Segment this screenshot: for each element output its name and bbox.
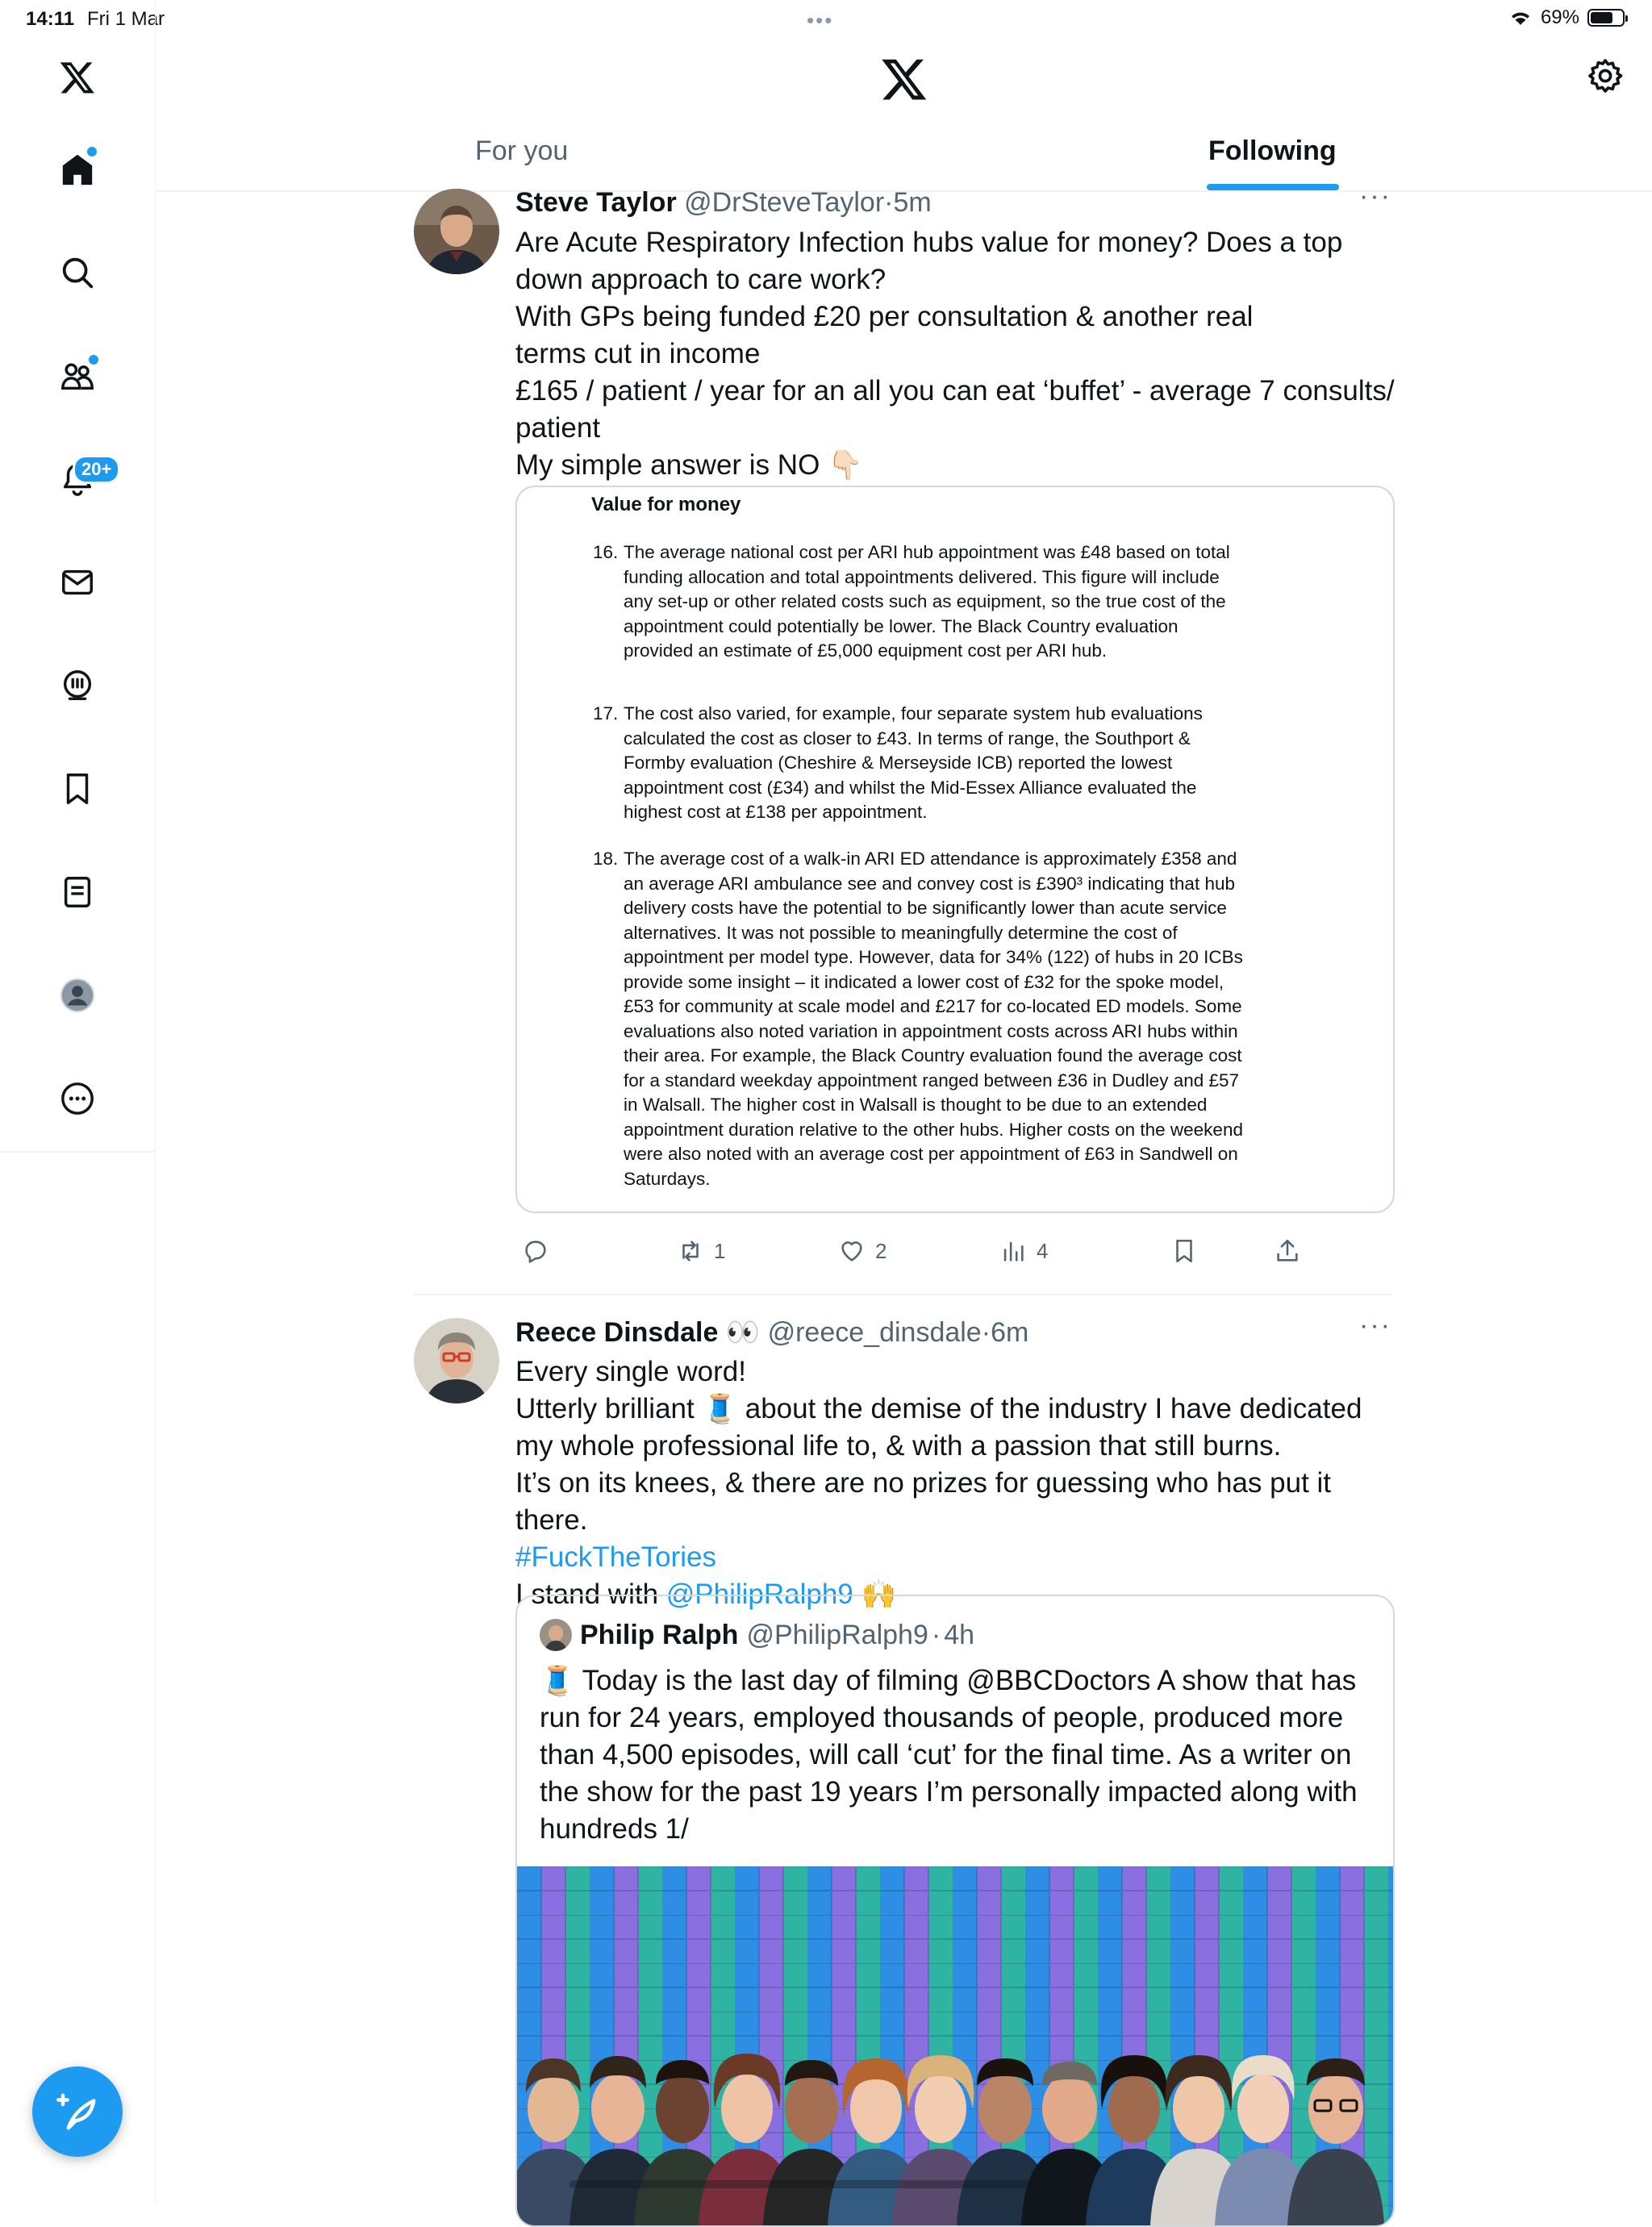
doc-line: appointment duration relative to the other hubs. Higher costs on the weekend — [624, 1119, 1243, 1140]
quoted-media-image[interactable] — [517, 1866, 1393, 2225]
mention-link[interactable]: @PhilipRalph9 — [665, 1579, 853, 1610]
quoted-text-line: 🧵 Today is the last day of filming @BBCDoctors A show that has — [540, 1665, 1357, 1696]
doc-line: Formby evaluation (Cheshire & Merseyside ICB) reported the lowest — [624, 753, 1173, 773]
stand-prefix: I stand with — [515, 1579, 666, 1610]
share-icon — [1274, 1237, 1301, 1265]
more-circle-icon — [59, 1080, 96, 1117]
tweet-text — [515, 224, 1395, 484]
quoted-author-handle[interactable]: @PhilipRalph9 — [746, 1619, 928, 1650]
notifications-badge: 20+ — [73, 455, 120, 484]
battery-percent: 69% — [1540, 6, 1579, 28]
doc-line: provided an estimate of £5,000 equipment cost per ARI hub. — [624, 640, 1108, 661]
view-count: 4 — [1037, 1238, 1049, 1263]
sidebar-item-spaces[interactable] — [42, 650, 113, 721]
doc-line: appointment per model type. However, data for 34% (122) of hubs in 20 ICBs — [624, 947, 1243, 967]
hashtag-link[interactable]: #FuckTheTories — [515, 1541, 716, 1573]
bookmark-icon — [1170, 1237, 1198, 1265]
tweet-text-line: my whole professional life to, & with a passion that still burns. — [515, 1430, 1282, 1462]
timeline-header — [156, 0, 1652, 192]
meta-separator: · — [931, 1619, 941, 1650]
tweet-text-line: It’s on its knees, & there are no prizes for guessing who has put it there. — [515, 1467, 1332, 1536]
tweet-text-line: With GPs being funded £20 per consultation & another real — [515, 301, 1254, 332]
quoted-text-line: run for 24 years, employed thousands of people, produced more — [540, 1702, 1344, 1733]
tweet-header — [515, 1316, 1028, 1349]
more-options-icon[interactable]: ··· — [1359, 1310, 1391, 1341]
status-time: 14:11 — [26, 8, 75, 30]
repost-button[interactable] — [677, 1237, 725, 1265]
doc-line: for a standard weekday appointment ranged between £36 in Dudley and £57 — [624, 1070, 1240, 1091]
status-date: Fri 1 Mar — [87, 8, 165, 30]
quoted-text-line: than 4,500 episodes, will call ‘cut’ for the final time. As a writer on — [540, 1739, 1352, 1770]
doc-line: Saturdays. — [624, 1168, 711, 1189]
multitasking-dots-icon[interactable]: ••• — [807, 8, 834, 32]
bookmark-icon — [59, 770, 96, 807]
home-unread-dot — [86, 145, 98, 158]
more-options-icon[interactable]: ··· — [1359, 181, 1391, 211]
repost-count: 1 — [714, 1238, 726, 1263]
x-logo-icon[interactable] — [880, 55, 928, 103]
paragraph-number: 17. — [593, 703, 619, 724]
sidebar-item-more[interactable] — [42, 1063, 113, 1134]
tweet-text — [515, 1353, 1395, 1613]
tweet[interactable] — [414, 1310, 1391, 2204]
quoted-tweet-text — [540, 1662, 1379, 1848]
tab-for-you[interactable]: For you — [475, 136, 569, 166]
doc-line: in Walsall. The higher cost in Walsall is thought to be due to an extended — [624, 1095, 1208, 1115]
doc-line: calculated the cost as closer to £43. In terms of range, the Southport & — [624, 728, 1191, 749]
bookmark-button[interactable] — [1170, 1237, 1198, 1265]
doc-line: The average cost of a walk-in ARI ED attendance is approximately £358 and — [624, 849, 1237, 869]
author-name[interactable]: Steve Taylor — [515, 187, 677, 218]
stand-suffix: 🙌 — [853, 1579, 897, 1610]
tweet-text-line: Are Acute Respiratory Infection hubs value for money? Does a top — [515, 227, 1343, 258]
attached-document-image[interactable] — [515, 486, 1395, 1213]
views-button[interactable] — [999, 1237, 1048, 1265]
tweet-text-line: Utterly brilliant 🧵 about the demise of the industry I have dedicated — [515, 1393, 1362, 1424]
quoted-author-name[interactable]: Philip Ralph — [580, 1619, 739, 1650]
doc-line: highest cost at £138 per appointment. — [624, 802, 928, 822]
paragraph-number: 16. — [593, 542, 619, 562]
document-paragraph — [593, 540, 1333, 664]
reply-icon — [522, 1237, 549, 1265]
author-handle[interactable]: @DrSteveTaylor — [684, 187, 885, 218]
repost-icon — [677, 1237, 704, 1265]
sidebar-item-search[interactable] — [42, 237, 113, 308]
paragraph-number: 18. — [593, 849, 619, 869]
avatar[interactable] — [414, 1318, 499, 1403]
document-paragraph — [593, 847, 1333, 1191]
sidebar-item-messages[interactable] — [42, 547, 113, 618]
share-button[interactable] — [1274, 1237, 1301, 1265]
doc-line: appointment cost (£34) and whilst the Mid-Essex Alliance evaluated the — [624, 777, 1197, 798]
heart-icon — [838, 1237, 866, 1265]
post-time[interactable]: 5m — [893, 187, 932, 218]
sidebar-item-lists[interactable] — [42, 857, 113, 928]
doc-line: an average ARI ambulance see and convey cost is £390³ indicating that hub — [624, 873, 1235, 894]
doc-line: any set-up or other related costs such as equipment, so the true cost of the — [624, 591, 1226, 611]
tab-following[interactable]: Following — [1208, 136, 1337, 166]
sidebar-item-home[interactable] — [42, 134, 113, 205]
doc-line: appointment could potentially be lower. The Black Country evaluation — [624, 615, 1179, 636]
avatar-icon — [59, 977, 96, 1014]
compose-post-button[interactable] — [32, 2066, 123, 2157]
tweet-text-line: terms cut in income — [515, 338, 761, 369]
quoted-text-line: the show for the past 19 years I’m personally impacted along with — [540, 1776, 1358, 1808]
like-button[interactable] — [838, 1237, 886, 1265]
views-chart-icon — [999, 1237, 1027, 1265]
post-time[interactable]: 6m — [991, 1317, 1029, 1348]
author-name[interactable]: Reece Dinsdale 👀 — [515, 1317, 761, 1348]
sidebar-item-notifications[interactable] — [42, 444, 113, 515]
tweet-text-line: Every single word! — [515, 1356, 746, 1387]
document-paragraph — [593, 702, 1333, 825]
tweet-header — [515, 187, 932, 219]
tweet-text-line: My simple answer is NO 👇🏻 — [515, 449, 863, 481]
doc-line: The cost also varied, for example, four separate system hub evaluations — [624, 703, 1203, 724]
quoted-tweet[interactable] — [515, 1595, 1395, 2227]
communities-unread-dot — [87, 353, 100, 366]
home-indicator[interactable] — [569, 2180, 1078, 2188]
quoted-tweet-header — [540, 1619, 974, 1651]
lists-icon — [59, 874, 96, 911]
reply-button[interactable] — [522, 1237, 559, 1265]
doc-line: £53 for community at scale model and £217 for co-located ED models. Some — [624, 996, 1242, 1016]
meta-separator: · — [981, 1317, 991, 1348]
tweet-text-line: £165 / patient / year for an all you can eat ‘buffet’ - average 7 consults/ — [515, 375, 1395, 407]
meta-separator: · — [884, 187, 894, 218]
doc-line: alternatives. It was not possible to meaningfully determine the cost of — [624, 922, 1178, 943]
spaces-icon — [59, 667, 96, 704]
author-handle[interactable]: @reece_dinsdale — [767, 1317, 982, 1348]
sidebar-item-communities[interactable] — [42, 340, 113, 411]
doc-line: funding allocation and total appointments delivered. This figure will include — [624, 566, 1220, 587]
doc-line: evaluations also noted variation in appointment costs across ARI hubs within — [624, 1020, 1238, 1041]
tweet-actions — [515, 1237, 1391, 1278]
tweet-separator — [414, 1294, 1391, 1295]
sidebar-divider — [0, 1151, 155, 1153]
sidebar-item-bookmarks[interactable] — [42, 753, 113, 824]
feather-plus-icon — [56, 2090, 99, 2133]
document-title: Value for money — [591, 494, 741, 515]
quoted-post-time[interactable]: 4h — [944, 1619, 975, 1650]
quoted-avatar[interactable] — [540, 1619, 572, 1651]
search-icon — [59, 254, 96, 291]
x-logo-icon[interactable] — [42, 42, 113, 113]
tweet[interactable] — [414, 181, 1395, 1300]
like-count: 2 — [875, 1238, 887, 1263]
doc-line: provide some insight – it indicated a lower cost of £32 for the spoke model, — [624, 971, 1224, 992]
doc-line: delivery costs have the potential to be significantly lower than acute service — [624, 898, 1227, 918]
doc-line: The average national cost per ARI hub appointment was £48 based on total — [624, 542, 1230, 562]
tweet-text-line: patient — [515, 412, 601, 444]
settings-gear-icon[interactable] — [1586, 56, 1625, 95]
mail-icon — [59, 564, 96, 601]
sidebar-item-profile[interactable] — [42, 960, 113, 1031]
quoted-text-line: hundreds 1/ — [540, 1813, 689, 1845]
doc-line: their area. For example, the Black Country evaluation found the average cost — [624, 1045, 1242, 1066]
tweet-text-line: down approach to care work? — [515, 264, 886, 295]
sidebar — [0, 0, 156, 2204]
doc-line: were also noted with an average cost per appointment of £63 in Sandwell on — [624, 1144, 1238, 1164]
avatar[interactable] — [414, 189, 499, 274]
